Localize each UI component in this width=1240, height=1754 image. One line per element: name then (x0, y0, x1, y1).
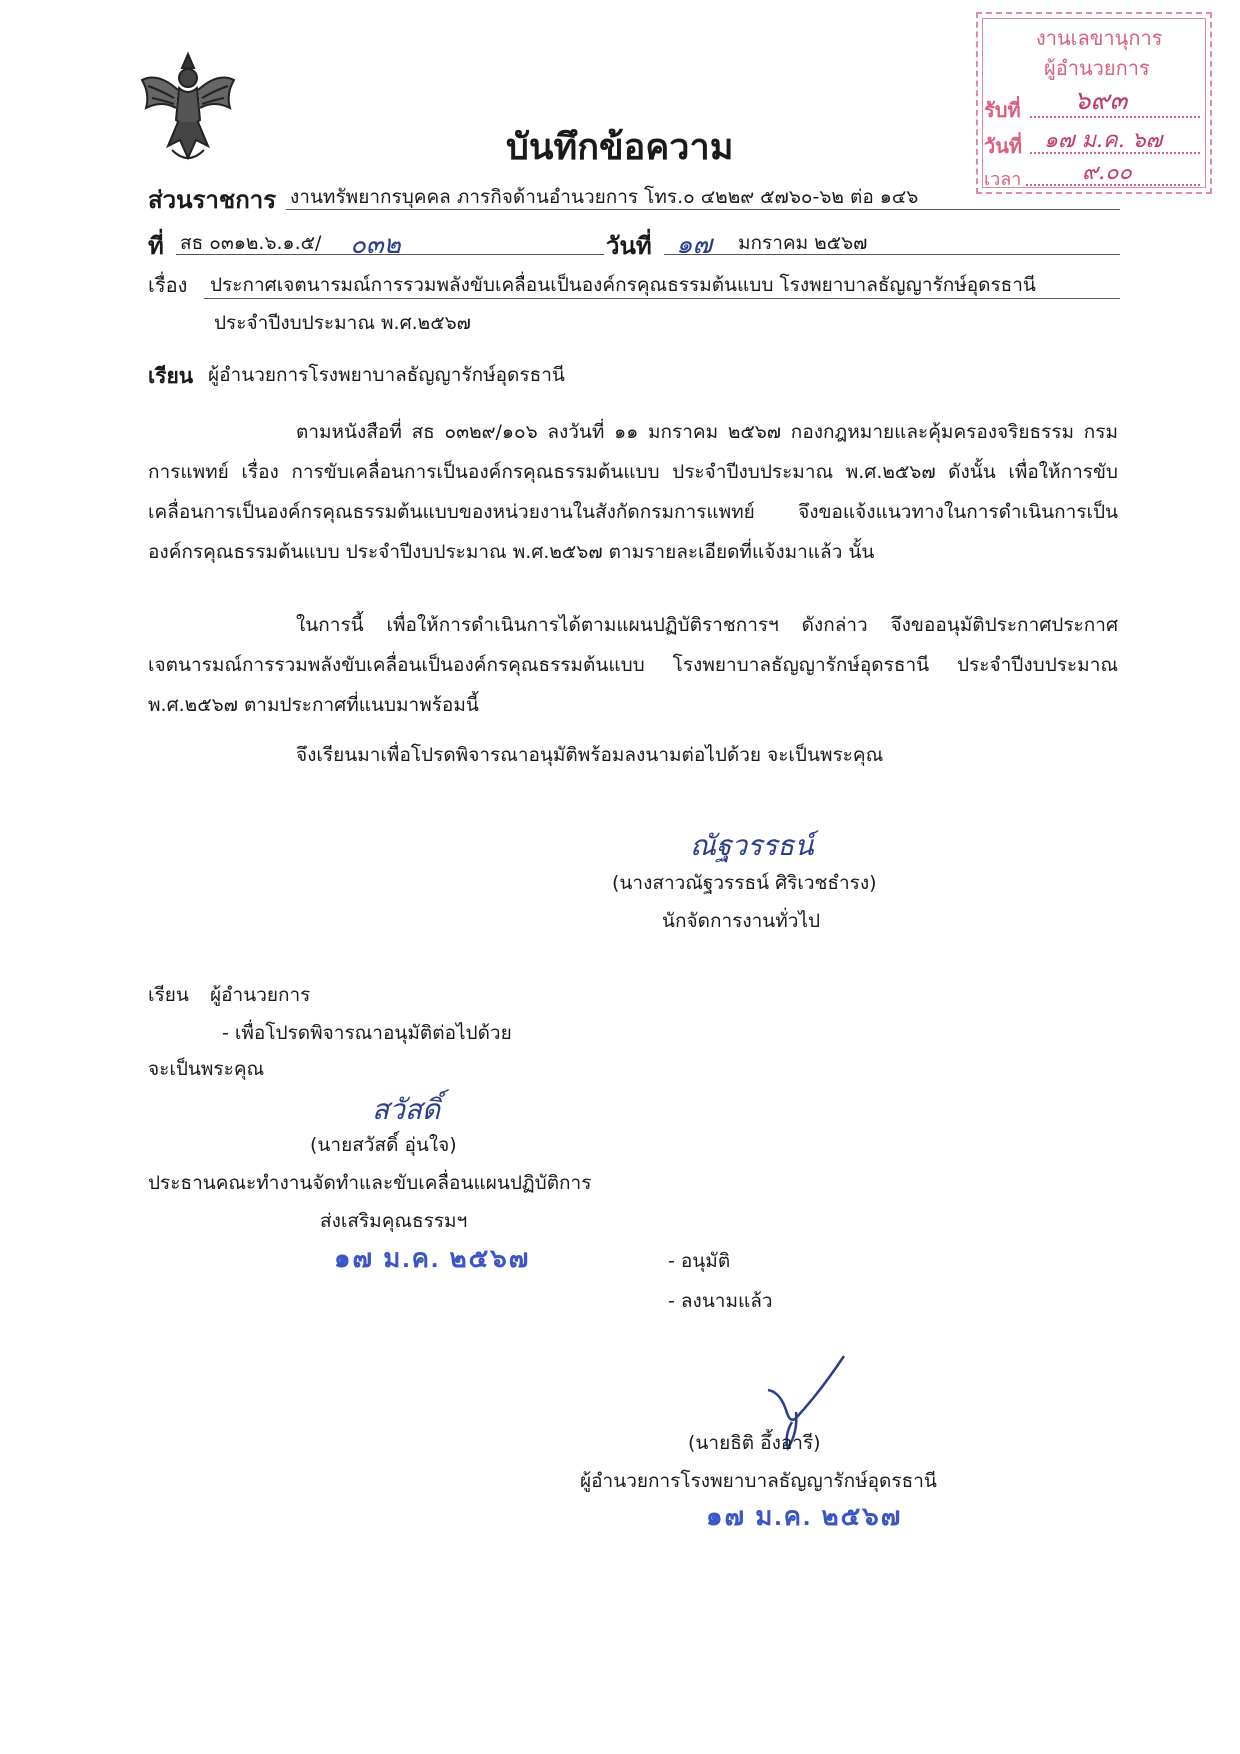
stamp-time-value: ๙.๐๐ (1082, 160, 1132, 185)
subject-line1: ประกาศเจตนารมณ์การรวมพลังขับเคลื่อนเป็นองค์กรคุณธรรมต้นแบบ โรงพยาบาลธัญญารักษ์อุดรธานี (210, 274, 1036, 296)
signer3-date-stamp: ๑๗ ม.ค. ๒๕๖๗ (706, 1501, 903, 1531)
forward-label: เรียน (148, 984, 189, 1006)
signer1-position: นักจัดการงานทั่วไป (662, 910, 821, 932)
forward-closing: จะเป็นพระคุณ (148, 1058, 265, 1080)
signer3-name: (นายธิติ อึ้งอารี) (688, 1432, 821, 1454)
signer2-name: (นายสวัสดิ์ อุ่นใจ) (310, 1134, 457, 1156)
signer2-date-stamp: ๑๗ ม.ค. ๒๕๖๗ (334, 1243, 531, 1273)
ref-value: สธ ๐๓๑๒.๖.๑.๕/ (180, 232, 322, 254)
forward-item: - เพื่อโปรดพิจารณาอนุมัติต่อไปด้วย (222, 1022, 512, 1044)
signer1-signature: ณัฐวรรธน์ (690, 829, 814, 862)
date-rest: มกราคม ๒๕๖๗ (738, 232, 868, 254)
date-underline (664, 254, 1120, 255)
date-label: วันที่ (606, 232, 652, 260)
signer2-signature: สวัสดิ์ (372, 1093, 441, 1126)
stamp-line2: ผู้อำนวยการ (1044, 56, 1150, 80)
body-closing: จึงเรียนมาเพื่อโปรดพิจารณาอนุมัติพร้อมลงนามต่อไปด้วย จะเป็นพระคุณ (296, 744, 884, 766)
signer3-position: ผู้อำนวยการโรงพยาบาลธัญญารักษ์อุดรธานี (580, 1470, 937, 1492)
ref-number-handwritten: ๐๓๒ (350, 230, 401, 260)
subject-line2: ประจำปีงบประมาณ พ.ศ.๒๕๖๗ (214, 312, 471, 334)
salutation-to: ผู้อำนวยการโรงพยาบาลธัญญารักษ์อุดรธานี (208, 364, 565, 386)
stamp-receive-value: ๖๙๓ (1074, 86, 1128, 116)
department-label: ส่วนราชการ (148, 186, 277, 214)
stamp-line1: งานเลขานุการ (1036, 26, 1163, 50)
stamp-receive-label: รับที่ (984, 98, 1021, 122)
body-paragraph-1: ตามหนังสือที่ สธ ๐๓๒๙/๑๐๖ ลงวันที่ ๑๑ มกราคม ๒๕๖๗ กองกฎหมายและคุ้มครองจริยธรรม กรมการแพทย์ เรื่อง การขับเคลื่อนการเป็นองค์กรคุณธรรมต้นแบบ ประจำปีงบประมาณ พ.ศ.๒๕๖๗ ดังนั้น เพื่อให้การขับเคลื่อนการเป็นองค์กรคุณธรรมต้นแบบของหน่วยงานในสังกัดกรมการแพทย์ จึงขอแจ้งแนวทางในการดำเนินการเป็นองค์กรคุณธรรมต้นแบบ ประจำปีงบประมาณ พ.ศ.๒๕๖๗ ตามรายละเอียดที่แจ้งมาแล้ว นั้น (148, 421, 1118, 563)
approval-item-signed: - ลงนามแล้ว (668, 1290, 773, 1312)
subject-underline (204, 298, 1120, 299)
date-day-handwritten: ๑๗ (676, 230, 713, 260)
memo-title: บันทึกข้อความ (506, 127, 734, 168)
approval-item-approve: - อนุมัติ (668, 1250, 731, 1272)
department-value: งานทรัพยากรบุคคล ภารกิจด้านอำนวยการ โทร.๐ ๔๒๒๙ ๕๗๖๐-๖๒ ต่อ ๑๔๖ (290, 186, 919, 208)
forward-to: ผู้อำนวยการ (210, 984, 311, 1006)
stamp-date-value: ๑๗ ม.ค. ๖๗ (1044, 128, 1163, 153)
subject-label: เรื่อง (148, 273, 188, 297)
signer2-position-line1: ประธานคณะทำงานจัดทำและขับเคลื่อนแผนปฏิบัติการ (148, 1172, 592, 1194)
body-paragraph-2: ในการนี้ เพื่อให้การดำเนินการได้ตามแผนปฏิบัติราชการฯ ดังกล่าว จึงขออนุมัติประกาศประกาศเจตนารมณ์การรวมพลังขับเคลื่อนเป็นองค์กรคุณธรรมต้นแบบ โรงพยาบาลธัญญารักษ์อุดรธานี ประจำปีงบประมาณ พ.ศ.๒๕๖๗ ตามประกาศที่แนบมาพร้อมนี้ (148, 614, 1118, 716)
signer2-position-line2: ส่งเสริมคุณธรรมฯ (320, 1210, 468, 1232)
receive-stamp (976, 12, 1212, 194)
garuda-emblem-icon (138, 50, 238, 166)
salutation-label: เรียน (148, 364, 194, 388)
stamp-time-label: เวลา (984, 169, 1022, 190)
signer1-name: (นางสาวณัฐวรรธน์ ศิริเวชธำรง) (612, 872, 877, 894)
stamp-date-label: วันที่ (984, 134, 1023, 158)
ref-label: ที่ (148, 232, 164, 260)
